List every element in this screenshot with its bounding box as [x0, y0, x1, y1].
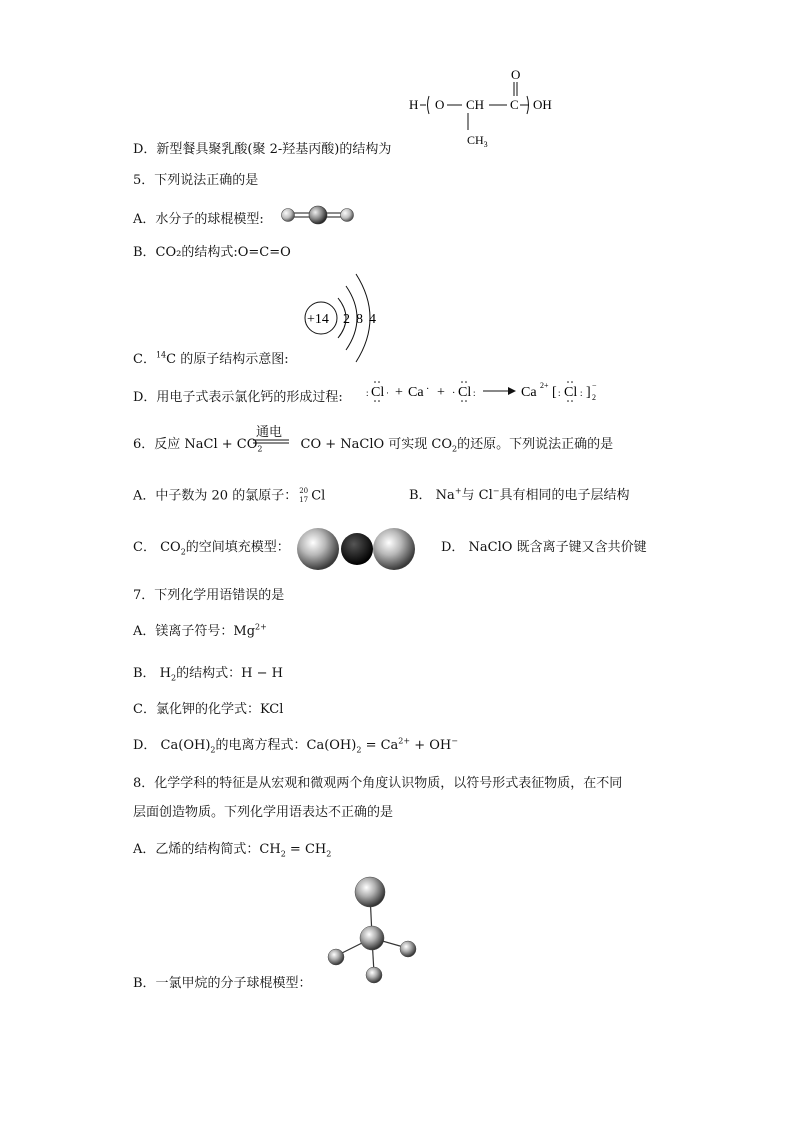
q5-option-c: C．$^{14}$C 的原子结构示意图: [133, 350, 289, 367]
svg-text:Cl: Cl [458, 385, 472, 400]
svg-text:2+: 2+ [540, 381, 549, 390]
svg-text:·: · [426, 384, 430, 395]
co2-space-filling-model [296, 525, 418, 573]
q6-option-b: B． Na+与 Cl−具有相同的电子层结构 [409, 486, 630, 503]
svg-text:2: 2 [592, 393, 596, 402]
q8-stem-line-2: 层面创造物质。下列化学用语表达不正确的是 [133, 805, 394, 820]
q6-stem: 6．反应 NaCl + $CO_2$ CO + NaClO 可实现 $CO_2$的还原。下列说法正确的是 [133, 437, 614, 454]
svg-text:−: − [592, 381, 597, 390]
svg-text:]: ] [586, 385, 591, 400]
cacl2-electron-formula [362, 376, 632, 406]
q7-option-c: C．氯化钾的化学式：KCl [133, 702, 284, 717]
oh-group: OH [533, 97, 552, 112]
reaction-condition: 通电 [256, 425, 283, 440]
q8-stem-line-1: 8．化学学科的特征是从宏观和微观两个角度认识物质，以符号形式表征物质，在不同 [133, 776, 623, 791]
svg-text:[: [ [552, 385, 557, 400]
svg-text:Cl: Cl [564, 385, 578, 400]
carbon-atom-structure-diagram [300, 270, 390, 368]
svg-text:Cl: Cl [371, 385, 385, 400]
q7-stem: 7．下列化学用语错误的是 [133, 588, 285, 603]
q5-option-d: D．用电子式表示氯化钙的形成过程: [133, 390, 343, 405]
svg-text:+: + [437, 385, 445, 400]
q4-option-d: D．新型餐具聚乳酸(聚 2-羟基丙酸)的结构为 [133, 142, 392, 157]
svg-text::: : [558, 388, 561, 398]
q5-option-a: A．水分子的球棍模型: [133, 212, 264, 227]
q7-option-a: A．镁离子符号：$Mg^{2+}$ [133, 622, 267, 639]
water-ball-stick-model [278, 203, 358, 227]
ch3-group: $CH_3$ [467, 133, 488, 149]
q7-option-d: D． $Ca(OH)_2$的电离方程式：$Ca(OH)_2 = Ca^{2+} + OH^-$ [133, 736, 458, 755]
svg-text:Ca: Ca [408, 385, 424, 400]
h-atom: H [409, 97, 419, 112]
svg-text:Ca: Ca [521, 385, 537, 400]
o-atom: O [435, 97, 445, 112]
carbonyl-c: C [510, 97, 519, 112]
chloromethane-ball-stick-model [322, 872, 422, 988]
q8-option-a: A．乙烯的结构简式：$CH_2 = CH_2$ [133, 842, 332, 859]
carbonyl-o: O [511, 67, 521, 82]
q5-option-b: B．CO₂的结构式:O=C=O [133, 245, 291, 260]
q8-option-b: B．一氯甲烷的分子球棍模型： [133, 976, 312, 991]
shell-1-electrons: 2 [343, 312, 350, 327]
q6-option-d: D． NaClO 既含离子键又含共价键 [441, 540, 647, 555]
ch-group: CH [466, 97, 485, 112]
shell-3-electrons: 4 [369, 312, 376, 327]
svg-text:·: · [386, 388, 389, 398]
nucleus-charge: +14 [307, 312, 329, 327]
q5-stem: 5．下列说法正确的是 [133, 173, 259, 188]
chlorine-isotope-notation: 20 17 [299, 487, 309, 504]
svg-text::: : [473, 388, 476, 398]
polylactic-acid-structure [405, 62, 570, 152]
q6-option-c: C． $CO_2$的空间填充模型： [133, 540, 290, 557]
svg-text:·: · [452, 388, 456, 399]
shell-2-electrons: 8 [356, 312, 363, 327]
q7-option-b: B． $H_2$的结构式：H − H [133, 666, 283, 683]
svg-text:+: + [395, 385, 403, 400]
svg-text::: : [366, 388, 369, 398]
q6-option-a: A．中子数为 20 的氯原子： 20 17 Cl [133, 487, 326, 504]
svg-text::: : [580, 388, 583, 398]
